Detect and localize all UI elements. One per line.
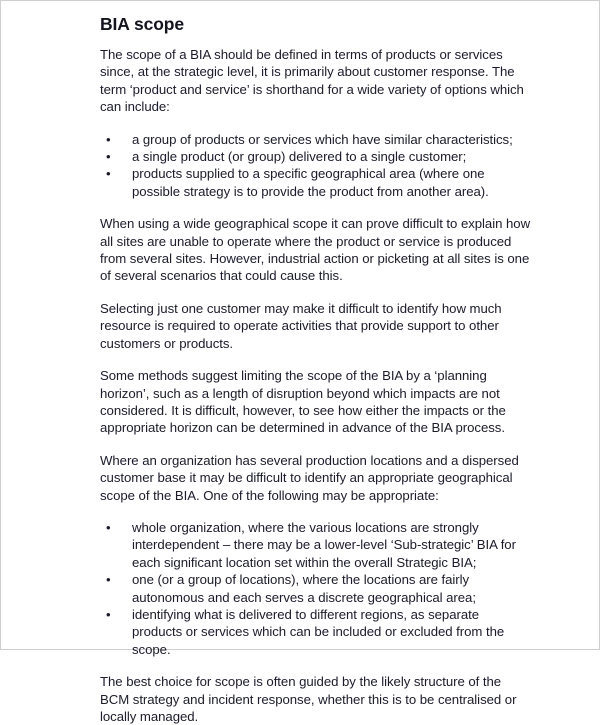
list-item (106, 148, 531, 165)
list-item-label: identifying what is delivered to different regions, as separate products or services which can be included or excluded from the scope. (132, 606, 505, 657)
bullet-icon: • (106, 131, 111, 147)
paragraph-planning-horizon: Some methods suggest limiting the scope of the BIA by a ‘planning horizon’, such as a length of disruption beyond which impacts are not considered. It is difficult, however, to see how either the impacts or the appropriate horizon can be determined in advance of the BIA process. (100, 368, 506, 436)
paragraph-dispersed-locations: Where an organization has several production locations and a dispersed customer base it may be difficult to identify an appropriate geographical scope of the BIA. One of the following may be appropriate: (100, 452, 519, 503)
list-geographical-scope-options (100, 519, 531, 658)
bullet-icon: • (106, 519, 111, 535)
list-item-label: whole organization, where the various locations are strongly interdependent – there may be a lower-level ‘Sub-strategic’ BIA for each significant location set within the overall Strategic BIA; (132, 519, 516, 570)
list-item (106, 165, 531, 200)
bullet-icon: • (106, 166, 111, 182)
paragraph-scope-definition: The scope of a BIA should be defined in terms of products or services since, at the strategic level, it is primarily about customer response. The term ‘product and service’ is shorthand for a wide variety of options which can include: (100, 47, 524, 115)
bullet-icon: • (106, 149, 111, 165)
list-item (106, 519, 531, 571)
list-product-service-options (100, 131, 531, 201)
paragraph-wide-geographical-scope: When using a wide geographical scope it can prove difficult to explain how all sites are unable to operate where the product or service is produced from several sites. However, industrial action or picketing at all sites is one of several scenarios that could cause this. (100, 216, 531, 284)
list-item (106, 571, 531, 606)
document-body (100, 46, 531, 725)
list-item-label: one (or a group of locations), where the locations are fairly autonomous and each serves a discrete geographical area; (132, 572, 476, 605)
paragraph-best-choice-for-scope: The best choice for scope is often guided by the likely structure of the BCM strategy and incident response, whether this is to be centralised or locally managed. (100, 674, 517, 724)
list-item-label: products supplied to a specific geographical area (where one possible strategy is to provide the product from another area). (132, 166, 489, 199)
list-item (106, 606, 531, 658)
bullet-icon: • (106, 606, 111, 622)
list-item-label: a group of products or services which have similar characteristics; (132, 131, 513, 147)
page-title: BIA scope (100, 14, 185, 34)
bullet-icon: • (106, 572, 111, 588)
list-item-label: a single product (or group) delivered to a single customer; (132, 149, 467, 165)
paragraph-single-customer-resource: Selecting just one customer may make it difficult to identify how much resource is required to operate activities that provide support to other customers or products. (100, 300, 502, 351)
list-item (106, 131, 531, 148)
